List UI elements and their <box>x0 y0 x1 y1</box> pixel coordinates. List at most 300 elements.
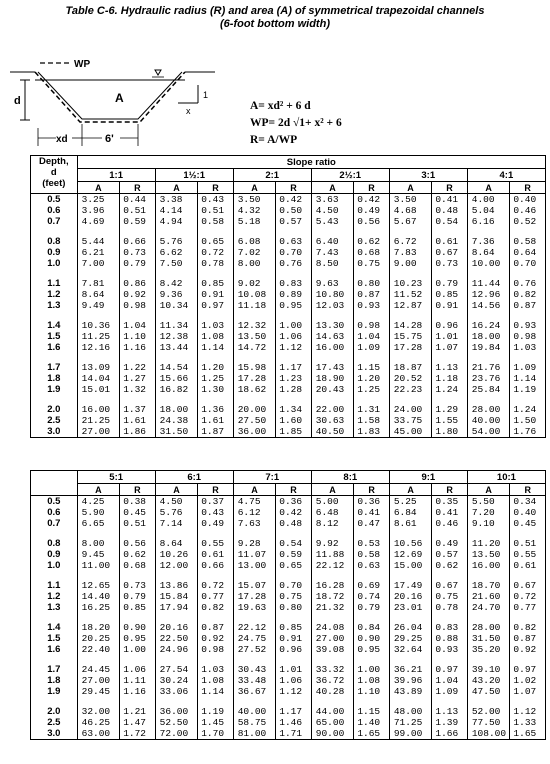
area-cell: 8.64 <box>467 247 510 258</box>
spacer-cell <box>120 655 155 664</box>
area-cell: 33.48 <box>233 675 276 686</box>
area-cell: 44.00 <box>311 706 354 717</box>
depth-header-text: (feet) <box>42 178 66 189</box>
area-cell: 7.43 <box>311 247 354 258</box>
radius-cell: 0.42 <box>276 507 311 518</box>
area-cell: 3.63 <box>311 194 354 206</box>
radius-cell: 0.93 <box>510 320 546 331</box>
radius-cell: 1.76 <box>510 426 546 438</box>
area-cell: 8.64 <box>155 538 198 549</box>
radius-cell: 0.92 <box>120 289 155 300</box>
depth-cell: 1.6 <box>31 644 78 655</box>
spacer-cell <box>432 613 467 622</box>
area-cell: 5.76 <box>155 507 198 518</box>
radius-cell: 1.02 <box>510 675 546 686</box>
area-cell: 6.65 <box>77 518 120 529</box>
depth-header <box>31 471 78 496</box>
area-cell: 43.20 <box>467 675 510 686</box>
spacer-cell <box>77 227 120 236</box>
radius-cell: 0.87 <box>510 633 546 644</box>
radius-column-header: R <box>354 484 389 496</box>
spacer-cell <box>77 395 120 404</box>
radius-cell: 1.33 <box>510 717 546 728</box>
area-cell: 15.75 <box>389 331 432 342</box>
radius-cell: 0.65 <box>276 560 311 571</box>
area-cell: 22.12 <box>233 622 276 633</box>
area-column-header: A <box>311 484 354 496</box>
table-row <box>31 633 546 644</box>
spacer-cell <box>467 227 510 236</box>
area-column-header: A <box>233 484 276 496</box>
wetted-perimeter-formula: WP= 2d √1+ x² + 6 <box>250 117 342 129</box>
radius-cell: 1.16 <box>120 686 155 697</box>
area-cell: 17.43 <box>311 362 354 373</box>
spacer-cell <box>276 269 311 278</box>
spacer-cell <box>155 613 198 622</box>
radius-cell: 0.61 <box>432 236 467 247</box>
radius-cell: 1.71 <box>276 728 311 740</box>
radius-cell: 0.98 <box>120 300 155 311</box>
radius-cell: 1.34 <box>276 404 311 415</box>
radius-cell: 1.16 <box>120 342 155 353</box>
radius-cell: 0.93 <box>432 644 467 655</box>
radius-column-header: R <box>510 484 546 496</box>
spacer-cell <box>198 529 233 538</box>
radius-cell: 0.51 <box>198 205 233 216</box>
area-cell: 8.50 <box>311 258 354 269</box>
area-cell: 22.23 <box>389 384 432 395</box>
radius-cell: 0.57 <box>432 549 467 560</box>
radius-cell: 0.58 <box>354 549 389 560</box>
radius-cell: 1.25 <box>198 373 233 384</box>
spacer-cell <box>198 655 233 664</box>
slope-ratio-label: 5:1 <box>77 471 155 484</box>
radius-cell: 0.77 <box>510 602 546 613</box>
radius-cell: 0.46 <box>432 518 467 529</box>
area-cell: 58.75 <box>233 717 276 728</box>
radius-cell: 0.67 <box>510 580 546 591</box>
spacer-cell <box>276 655 311 664</box>
area-cell: 20.43 <box>311 384 354 395</box>
radius-cell: 0.40 <box>510 194 546 206</box>
spacer-cell <box>510 529 546 538</box>
table-row <box>31 507 546 518</box>
area-cell: 52.00 <box>467 706 510 717</box>
radius-cell: 1.14 <box>198 342 233 353</box>
radius-cell: 1.45 <box>198 717 233 728</box>
area-cell: 21.25 <box>77 415 120 426</box>
radius-cell: 0.90 <box>120 622 155 633</box>
area-cell: 17.28 <box>233 591 276 602</box>
depth-cell: 2.0 <box>31 706 78 717</box>
table-row <box>31 591 546 602</box>
area-cell: 39.96 <box>389 675 432 686</box>
area-cell: 4.50 <box>311 205 354 216</box>
radius-cell: 1.61 <box>120 415 155 426</box>
area-cell: 10.56 <box>389 538 432 549</box>
spacer-cell <box>311 353 354 362</box>
spacer-cell <box>311 395 354 404</box>
table-row <box>31 373 546 384</box>
area-cell: 3.50 <box>233 194 276 206</box>
area-cell: 22.40 <box>77 644 120 655</box>
radius-cell: 0.46 <box>510 205 546 216</box>
area-cell: 17.28 <box>233 373 276 384</box>
area-cell: 18.90 <box>311 373 354 384</box>
depth-cell: 1.7 <box>31 362 78 373</box>
area-cell: 12.32 <box>233 320 276 331</box>
radius-cell: 1.72 <box>120 728 155 740</box>
area-cell: 8.00 <box>77 538 120 549</box>
radius-cell: 1.09 <box>510 362 546 373</box>
spacer-cell <box>276 395 311 404</box>
radius-cell: 0.79 <box>120 591 155 602</box>
radius-cell: 0.67 <box>432 247 467 258</box>
area-cell: 27.00 <box>77 426 120 438</box>
depth-cell: 0.7 <box>31 216 78 227</box>
area-cell: 8.12 <box>311 518 354 529</box>
area-cell: 14.28 <box>389 320 432 331</box>
radius-cell: 1.19 <box>198 706 233 717</box>
table-row <box>31 216 546 227</box>
area-cell: 6.84 <box>389 507 432 518</box>
area-cell: 20.00 <box>233 404 276 415</box>
area-cell: 7.00 <box>77 258 120 269</box>
area-cell: 12.38 <box>155 331 198 342</box>
depth-cell: 1.9 <box>31 384 78 395</box>
radius-cell: 1.65 <box>510 728 546 740</box>
area-cell: 9.02 <box>233 278 276 289</box>
radius-cell: 1.47 <box>120 717 155 728</box>
radius-cell: 1.32 <box>120 384 155 395</box>
radius-cell: 1.12 <box>510 706 546 717</box>
slope-table-lower <box>30 470 546 740</box>
area-column-header: A <box>389 484 432 496</box>
radius-cell: 0.42 <box>276 194 311 206</box>
radius-cell: 0.35 <box>432 496 467 508</box>
radius-cell: 1.37 <box>120 404 155 415</box>
spacer-cell <box>389 613 432 622</box>
area-cell: 7.02 <box>233 247 276 258</box>
area-cell: 5.90 <box>77 507 120 518</box>
area-cell: 6.12 <box>233 507 276 518</box>
area-cell: 10.26 <box>155 549 198 560</box>
radius-cell: 1.00 <box>354 664 389 675</box>
radius-cell: 1.46 <box>276 717 311 728</box>
radius-cell: 0.77 <box>198 591 233 602</box>
group-spacer <box>31 655 546 664</box>
area-column-header: A <box>467 182 510 194</box>
area-cell: 15.98 <box>233 362 276 373</box>
radius-cell: 0.72 <box>198 247 233 258</box>
area-cell: 4.00 <box>467 194 510 206</box>
spacer-cell <box>198 311 233 320</box>
area-cell: 6.48 <box>311 507 354 518</box>
radius-cell: 0.53 <box>354 538 389 549</box>
spacer-cell <box>155 311 198 320</box>
area-cell: 16.25 <box>77 602 120 613</box>
area-cell: 12.03 <box>311 300 354 311</box>
area-formula: A= xd² + 6 d <box>250 100 311 112</box>
radius-cell: 0.75 <box>432 591 467 602</box>
depth-cell: 1.8 <box>31 373 78 384</box>
slope-ratio-label: 3:1 <box>389 169 467 182</box>
area-cell: 32.64 <box>389 644 432 655</box>
area-cell: 11.44 <box>467 278 510 289</box>
area-cell: 9.63 <box>311 278 354 289</box>
spacer-cell <box>77 269 120 278</box>
radius-cell: 0.43 <box>198 194 233 206</box>
area-cell: 52.50 <box>155 717 198 728</box>
table-row <box>31 706 546 717</box>
spacer-cell <box>510 613 546 622</box>
area-label: A <box>115 91 124 105</box>
depth-cell: 1.6 <box>31 342 78 353</box>
depth-cell: 0.9 <box>31 247 78 258</box>
area-cell: 8.64 <box>77 289 120 300</box>
slope-ratio-label: 9:1 <box>389 471 467 484</box>
radius-cell: 0.73 <box>120 580 155 591</box>
slope-ratio-label: 10:1 <box>467 471 545 484</box>
area-cell: 17.28 <box>389 342 432 353</box>
area-cell: 29.45 <box>77 686 120 697</box>
area-cell: 27.50 <box>233 415 276 426</box>
table1-grid <box>30 155 546 438</box>
radius-cell: 0.76 <box>510 278 546 289</box>
area-cell: 13.44 <box>155 342 198 353</box>
table-row <box>31 384 546 395</box>
spacer-cell <box>510 571 546 580</box>
spacer-cell <box>510 269 546 278</box>
spacer-cell <box>276 571 311 580</box>
spacer-cell <box>77 529 120 538</box>
spacer-cell <box>276 353 311 362</box>
radius-cell: 1.23 <box>276 373 311 384</box>
radius-column-header: R <box>198 182 233 194</box>
group-spacer <box>31 697 546 706</box>
table-row <box>31 415 546 426</box>
area-cell: 6.21 <box>77 247 120 258</box>
area-cell: 28.00 <box>467 404 510 415</box>
radius-cell: 0.91 <box>198 289 233 300</box>
spacer-cell <box>198 697 233 706</box>
table-row <box>31 664 546 675</box>
spacer-cell <box>467 529 510 538</box>
spacer-cell <box>389 269 432 278</box>
area-cell: 3.96 <box>77 205 120 216</box>
radius-cell: 1.50 <box>510 415 546 426</box>
spacer-cell <box>198 613 233 622</box>
slope-rise-label: 1 <box>203 90 209 100</box>
spacer-cell <box>510 227 546 236</box>
depth-cell: 1.2 <box>31 591 78 602</box>
spacer-cell <box>77 353 120 362</box>
spacer-cell <box>389 395 432 404</box>
spacer-cell <box>432 269 467 278</box>
group-spacer <box>31 227 546 236</box>
spacer-cell <box>354 311 389 320</box>
area-cell: 7.14 <box>155 518 198 529</box>
area-cell: 14.04 <box>77 373 120 384</box>
radius-cell: 0.96 <box>432 320 467 331</box>
radius-cell: 0.56 <box>354 216 389 227</box>
radius-cell: 0.59 <box>120 216 155 227</box>
area-cell: 6.40 <box>311 236 354 247</box>
radius-cell: 0.40 <box>510 507 546 518</box>
radius-cell: 0.58 <box>510 236 546 247</box>
area-cell: 18.70 <box>467 580 510 591</box>
spacer-cell <box>510 697 546 706</box>
spacer-cell <box>354 655 389 664</box>
radius-cell: 0.78 <box>198 258 233 269</box>
spacer-cell <box>31 311 78 320</box>
spacer-cell <box>233 529 276 538</box>
area-cell: 23.76 <box>467 373 510 384</box>
area-cell: 4.75 <box>233 496 276 508</box>
slope-ratio-label: 1:1 <box>77 169 155 182</box>
a-r-header-row <box>31 182 546 194</box>
area-cell: 14.72 <box>233 342 276 353</box>
radius-cell: 0.85 <box>276 622 311 633</box>
radius-cell: 1.29 <box>432 404 467 415</box>
area-cell: 12.16 <box>77 342 120 353</box>
area-cell: 3.25 <box>77 194 120 206</box>
radius-cell: 0.92 <box>510 644 546 655</box>
spacer-cell <box>432 697 467 706</box>
depth-cell: 1.0 <box>31 560 78 571</box>
area-cell: 77.50 <box>467 717 510 728</box>
depth-cell: 1.4 <box>31 622 78 633</box>
slope-ratio-header: Slope ratio <box>77 156 545 169</box>
spacer-cell <box>276 529 311 538</box>
radius-cell: 0.43 <box>198 507 233 518</box>
radius-cell: 0.76 <box>276 258 311 269</box>
group-spacer <box>31 353 546 362</box>
area-cell: 22.00 <box>311 404 354 415</box>
spacer-cell <box>233 697 276 706</box>
spacer-cell <box>311 269 354 278</box>
table-row <box>31 320 546 331</box>
area-cell: 12.96 <box>467 289 510 300</box>
area-cell: 47.50 <box>467 686 510 697</box>
area-cell: 24.75 <box>233 633 276 644</box>
spacer-cell <box>276 227 311 236</box>
depth-cell: 0.5 <box>31 496 78 508</box>
radius-cell: 0.79 <box>432 278 467 289</box>
radius-cell: 1.65 <box>354 728 389 740</box>
area-cell: 5.25 <box>389 496 432 508</box>
spacer-cell <box>155 227 198 236</box>
spacer-cell <box>389 571 432 580</box>
radius-cell: 0.41 <box>432 507 467 518</box>
radius-cell: 1.14 <box>510 373 546 384</box>
spacer-cell <box>155 395 198 404</box>
area-cell: 17.94 <box>155 602 198 613</box>
spacer-cell <box>198 353 233 362</box>
radius-cell: 0.64 <box>510 247 546 258</box>
slope-run-label: x <box>186 106 191 116</box>
radius-cell: 1.00 <box>120 644 155 655</box>
area-cell: 10.36 <box>77 320 120 331</box>
area-cell: 23.01 <box>389 602 432 613</box>
area-cell: 108.00 <box>467 728 510 740</box>
area-cell: 6.62 <box>155 247 198 258</box>
radius-cell: 0.82 <box>510 622 546 633</box>
depth-cell: 0.8 <box>31 236 78 247</box>
radius-cell: 1.40 <box>354 717 389 728</box>
area-cell: 16.28 <box>311 580 354 591</box>
spacer-cell <box>389 353 432 362</box>
radius-cell: 1.10 <box>354 686 389 697</box>
spacer-cell <box>354 227 389 236</box>
radius-cell: 0.89 <box>276 289 311 300</box>
radius-cell: 0.75 <box>354 258 389 269</box>
radius-cell: 1.20 <box>354 373 389 384</box>
depth-cell: 1.0 <box>31 258 78 269</box>
radius-cell: 1.13 <box>432 362 467 373</box>
area-cell: 21.32 <box>311 602 354 613</box>
area-cell: 18.00 <box>467 331 510 342</box>
radius-cell: 0.62 <box>120 549 155 560</box>
area-cell: 4.25 <box>77 496 120 508</box>
spacer-cell <box>155 269 198 278</box>
spacer-cell <box>354 697 389 706</box>
area-cell: 6.16 <box>467 216 510 227</box>
area-cell: 11.88 <box>311 549 354 560</box>
radius-cell: 0.66 <box>198 560 233 571</box>
table-row <box>31 622 546 633</box>
area-cell: 7.83 <box>389 247 432 258</box>
area-cell: 72.00 <box>155 728 198 740</box>
area-cell: 26.04 <box>389 622 432 633</box>
spacer-cell <box>77 571 120 580</box>
spacer-cell <box>233 395 276 404</box>
radius-cell: 0.70 <box>276 580 311 591</box>
area-cell: 8.00 <box>233 258 276 269</box>
spacer-cell <box>311 655 354 664</box>
area-cell: 5.44 <box>77 236 120 247</box>
depth-cell: 1.1 <box>31 278 78 289</box>
area-cell: 40.00 <box>233 706 276 717</box>
area-cell: 19.63 <box>233 602 276 613</box>
wp-label: WP <box>74 59 91 70</box>
area-cell: 13.30 <box>311 320 354 331</box>
area-cell: 7.20 <box>467 507 510 518</box>
area-cell: 36.67 <box>233 686 276 697</box>
radius-cell: 1.03 <box>198 320 233 331</box>
area-cell: 11.52 <box>389 289 432 300</box>
spacer-cell <box>198 269 233 278</box>
xd-label: xd <box>56 134 68 145</box>
spacer-cell <box>389 529 432 538</box>
area-cell: 12.87 <box>389 300 432 311</box>
radius-cell: 0.97 <box>432 664 467 675</box>
radius-cell: 0.45 <box>120 507 155 518</box>
radius-cell: 1.00 <box>276 320 311 331</box>
radius-cell: 0.51 <box>120 518 155 529</box>
area-cell: 14.63 <box>311 331 354 342</box>
area-cell: 16.24 <box>467 320 510 331</box>
header-row <box>31 156 546 169</box>
area-cell: 5.04 <box>467 205 510 216</box>
area-column-header: A <box>311 182 354 194</box>
radius-cell: 1.24 <box>432 384 467 395</box>
depth-cell: 1.8 <box>31 675 78 686</box>
radius-cell: 0.70 <box>276 247 311 258</box>
title-line-1: Table C-6. Hydraulic radius (R) and area (A) of symmetrical trapezoidal channels <box>65 5 485 17</box>
table-row <box>31 644 546 655</box>
radius-cell: 0.73 <box>120 247 155 258</box>
